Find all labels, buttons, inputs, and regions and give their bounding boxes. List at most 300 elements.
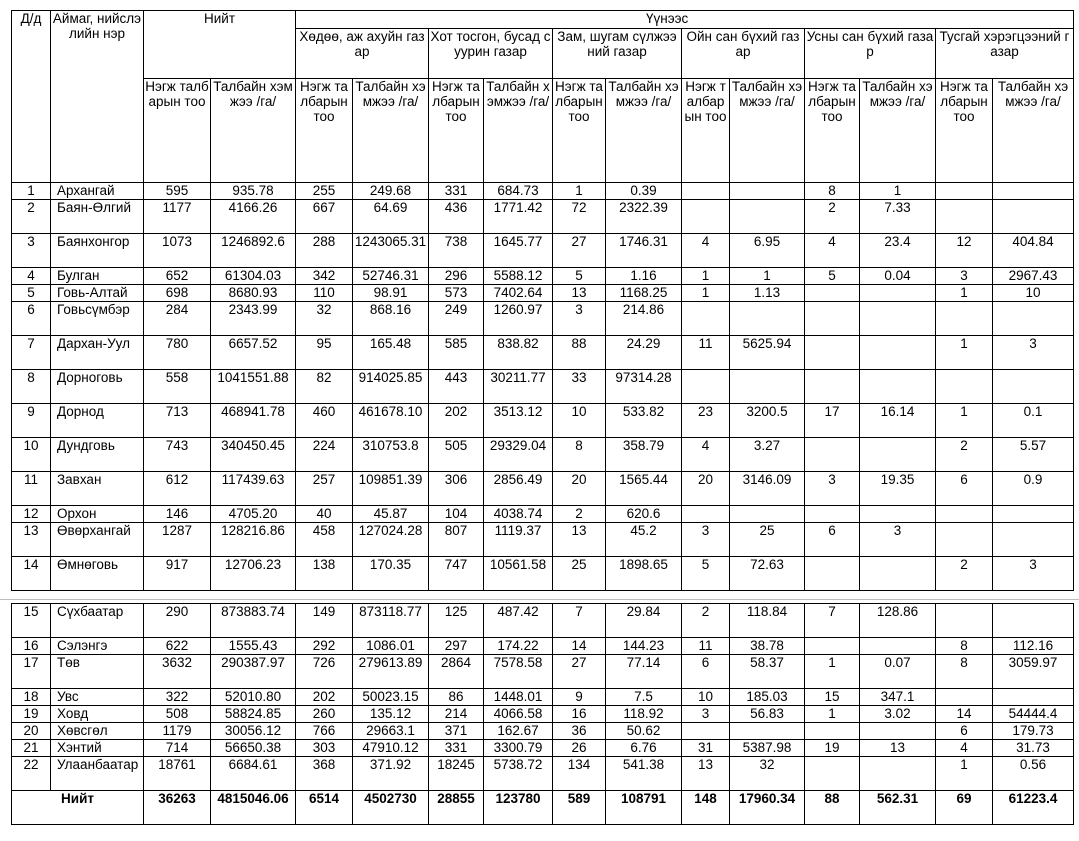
value-cell: 14 [553,638,606,655]
value-cell: 1.16 [606,268,682,285]
value-cell: 284 [144,302,211,336]
value-cell: 52010.80 [211,689,296,706]
value-cell: 3 [993,557,1074,591]
total-value-cell: 61223.4 [993,791,1074,825]
value-cell [805,757,860,791]
table-row [12,404,1074,438]
value-cell: 146 [144,506,211,523]
row-number-cell: 5 [12,285,51,302]
value-cell: 249 [429,302,484,336]
value-cell: 1448.01 [484,689,553,706]
header-area: Талбайн хэмжээ /га/ [211,79,296,183]
row-number-cell: 4 [12,268,51,285]
value-cell: 202 [296,689,353,706]
value-cell [860,557,936,591]
value-cell: 279613.89 [353,655,429,689]
value-cell: 371 [429,723,484,740]
value-cell: 19.35 [860,472,936,506]
value-cell: 541.38 [606,757,682,791]
total-value-cell: 108791 [606,791,682,825]
value-cell: 2856.49 [484,472,553,506]
total-value-cell: 17960.34 [730,791,805,825]
value-cell: 290387.97 [211,655,296,689]
total-value-cell: 148 [682,791,730,825]
row-number-cell: 21 [12,740,51,757]
value-cell: 61304.03 [211,268,296,285]
aimag-name-cell: Сүхбаатар [51,604,144,638]
value-cell: 17 [805,404,860,438]
value-cell [682,200,730,234]
header-group: Усны сан бүхий газар [805,29,936,79]
value-cell: 135.12 [353,706,429,723]
value-cell: 468941.78 [211,404,296,438]
aimag-name-cell: Дорноговь [51,370,144,404]
row-number-cell: 17 [12,655,51,689]
value-cell: 40 [296,506,353,523]
value-cell: 32 [730,757,805,791]
value-cell: 18761 [144,757,211,791]
value-cell: 1.13 [730,285,805,302]
value-cell: 6657.52 [211,336,296,370]
value-cell: 30211.77 [484,370,553,404]
value-cell [860,302,936,336]
value-cell: 56650.38 [211,740,296,757]
value-cell: 179.73 [993,723,1074,740]
value-cell [936,302,993,336]
value-cell: 3 [860,523,936,557]
value-cell: 868.16 [353,302,429,336]
value-cell: 743 [144,438,211,472]
value-cell: 7.5 [606,689,682,706]
value-cell: 1 [682,268,730,285]
aimag-name-cell: Говьсүмбэр [51,302,144,336]
value-cell: 1086.01 [353,638,429,655]
value-cell: 461678.10 [353,404,429,438]
value-cell: 2343.99 [211,302,296,336]
value-cell: 714 [144,740,211,757]
value-cell: 1260.97 [484,302,553,336]
value-cell: 487.42 [484,604,553,638]
table-row [12,200,1074,234]
aimag-name-cell: Орхон [51,506,144,523]
value-cell: 368 [296,757,353,791]
value-cell: 109851.39 [353,472,429,506]
value-cell: 3 [805,472,860,506]
table-row [12,689,1074,706]
value-cell: 358.79 [606,438,682,472]
row-number-cell: 7 [12,336,51,370]
value-cell: 684.73 [484,183,553,200]
value-cell: 1073 [144,234,211,268]
value-cell: 1 [805,706,860,723]
value-cell: 144.23 [606,638,682,655]
value-cell: 23.4 [860,234,936,268]
value-cell: 214 [429,706,484,723]
value-cell [993,200,1074,234]
header-count: Нэгж талбарын тоо [429,79,484,183]
value-cell: 1243065.31 [353,234,429,268]
value-cell: 50.62 [606,723,682,740]
value-cell: 52746.31 [353,268,429,285]
value-cell: 10 [553,404,606,438]
value-cell: 0.04 [860,268,936,285]
value-cell: 1168.25 [606,285,682,302]
row-number-cell: 22 [12,757,51,791]
value-cell: 33 [553,370,606,404]
value-cell: 4 [805,234,860,268]
value-cell: 11 [682,638,730,655]
value-cell: 24.29 [606,336,682,370]
value-cell [860,285,936,302]
value-cell: 306 [429,472,484,506]
value-cell: 19 [805,740,860,757]
value-cell: 2 [936,557,993,591]
value-cell [860,438,936,472]
value-cell [682,506,730,523]
value-cell: 747 [429,557,484,591]
value-cell: 8 [936,638,993,655]
value-cell: 8680.93 [211,285,296,302]
table-row [12,183,1074,200]
aimag-name-cell: Ховд [51,706,144,723]
value-cell: 595 [144,183,211,200]
aimag-name-cell: Өмнөговь [51,557,144,591]
table-row [12,638,1074,655]
value-cell [805,370,860,404]
value-cell: 1746.31 [606,234,682,268]
value-cell [730,183,805,200]
row-number-cell: 11 [12,472,51,506]
header-count: Нэгж талбарын тоо [936,79,993,183]
value-cell: 26 [553,740,606,757]
header-total: Нийт [144,11,296,79]
value-cell: 98.91 [353,285,429,302]
value-cell: 331 [429,183,484,200]
value-cell: 54444.4 [993,706,1074,723]
value-cell: 18245 [429,757,484,791]
value-cell [730,723,805,740]
value-cell: 917 [144,557,211,591]
table-row [12,438,1074,472]
aimag-name-cell: Дархан-Уул [51,336,144,370]
value-cell: 5 [682,557,730,591]
table-row [12,506,1074,523]
value-cell: 165.48 [353,336,429,370]
value-cell: 4066.58 [484,706,553,723]
value-cell: 6684.61 [211,757,296,791]
value-cell: 5588.12 [484,268,553,285]
header-group: Хөдөө, аж ахуйн газар [296,29,429,79]
value-cell: 50023.15 [353,689,429,706]
page-break-line [0,599,1079,600]
aimag-name-cell: Хэнтий [51,740,144,757]
value-cell: 288 [296,234,353,268]
value-cell: 780 [144,336,211,370]
value-cell: 558 [144,370,211,404]
value-cell: 914025.85 [353,370,429,404]
value-cell: 292 [296,638,353,655]
value-cell: 112.16 [993,638,1074,655]
row-number-cell: 14 [12,557,51,591]
value-cell: 322 [144,689,211,706]
header-of-which: Үүнээс [296,11,1074,29]
value-cell: 1645.77 [484,234,553,268]
value-cell: 873883.74 [211,604,296,638]
value-cell: 5625.94 [730,336,805,370]
value-cell: 2322.39 [606,200,682,234]
value-cell: 1 [730,268,805,285]
value-cell: 508 [144,706,211,723]
value-cell: 620.6 [606,506,682,523]
value-cell: 149 [296,604,353,638]
value-cell: 8 [936,655,993,689]
row-number-cell: 10 [12,438,51,472]
value-cell [993,523,1074,557]
row-number-cell: 18 [12,689,51,706]
value-cell [936,523,993,557]
value-cell: 436 [429,200,484,234]
value-cell: 4 [936,740,993,757]
value-cell: 202 [429,404,484,438]
value-cell [860,336,936,370]
value-cell [936,506,993,523]
value-cell: 14 [936,706,993,723]
value-cell: 1 [860,183,936,200]
value-cell: 58.37 [730,655,805,689]
value-cell: 533.82 [606,404,682,438]
value-cell [936,200,993,234]
value-cell: 77.14 [606,655,682,689]
value-cell: 4705.20 [211,506,296,523]
value-cell [805,506,860,523]
header-area: Талбайн хэмжээ /га/ [353,79,429,183]
total-value-cell: 123780 [484,791,553,825]
value-cell: 612 [144,472,211,506]
table-row [12,723,1074,740]
row-number-cell: 12 [12,506,51,523]
table-row [12,740,1074,757]
total-value-cell: 28855 [429,791,484,825]
value-cell: 7402.64 [484,285,553,302]
aimag-name-cell: Дундговь [51,438,144,472]
value-cell [805,557,860,591]
row-number-cell: 9 [12,404,51,438]
value-cell: 698 [144,285,211,302]
value-cell: 58824.85 [211,706,296,723]
value-cell: 3 [682,523,730,557]
value-cell: 23 [682,404,730,438]
value-cell: 13 [860,740,936,757]
value-cell: 622 [144,638,211,655]
value-cell: 331 [429,740,484,757]
value-cell: 31 [682,740,730,757]
value-cell: 1179 [144,723,211,740]
value-cell: 873118.77 [353,604,429,638]
value-cell: 118.84 [730,604,805,638]
value-cell: 20 [553,472,606,506]
value-cell: 3.02 [860,706,936,723]
value-cell: 2 [682,604,730,638]
value-cell: 0.1 [993,404,1074,438]
aimag-name-cell: Хөвсгөл [51,723,144,740]
value-cell [860,723,936,740]
value-cell [993,506,1074,523]
value-cell: 4038.74 [484,506,553,523]
table-row [12,523,1074,557]
value-cell: 110 [296,285,353,302]
table-row [12,472,1074,506]
header-group: Зам, шугам сүлжээний газар [553,29,682,79]
header-group: Хот тосгон, бусад суурин газар [429,29,553,79]
row-number-cell: 16 [12,638,51,655]
total-row [12,791,1074,825]
value-cell: 38.78 [730,638,805,655]
value-cell [805,438,860,472]
value-cell: 347.1 [860,689,936,706]
value-cell: 296 [429,268,484,285]
header-aimag: Аймаг, нийслэлийн нэр [51,11,144,183]
value-cell: 303 [296,740,353,757]
value-cell: 95 [296,336,353,370]
total-value-cell: 88 [805,791,860,825]
value-cell: 12706.23 [211,557,296,591]
value-cell: 290 [144,604,211,638]
value-cell: 443 [429,370,484,404]
value-cell [682,370,730,404]
value-cell [936,689,993,706]
value-cell [730,200,805,234]
row-number-cell: 3 [12,234,51,268]
table-row [12,336,1074,370]
value-cell: 1555.43 [211,638,296,655]
value-cell: 1 [682,285,730,302]
total-label-cell: Нийт [12,791,144,825]
value-cell: 13 [553,285,606,302]
table-row [12,757,1074,791]
value-cell: 342 [296,268,353,285]
header-count: Нэгж талбарын тоо [553,79,606,183]
value-cell: 3 [553,302,606,336]
total-value-cell: 36263 [144,791,211,825]
value-cell: 652 [144,268,211,285]
value-cell: 7 [553,604,606,638]
value-cell [936,604,993,638]
total-value-cell: 4815046.06 [211,791,296,825]
value-cell: 5 [805,268,860,285]
row-number-cell: 1 [12,183,51,200]
value-cell: 138 [296,557,353,591]
aimag-name-cell: Увс [51,689,144,706]
value-cell: 16 [553,706,606,723]
value-cell: 214.86 [606,302,682,336]
value-cell [730,302,805,336]
value-cell: 8 [805,183,860,200]
value-cell [993,183,1074,200]
total-value-cell: 4502730 [353,791,429,825]
value-cell: 20 [682,472,730,506]
row-number-cell: 2 [12,200,51,234]
header-group: Ойн сан бүхий газар [682,29,805,79]
value-cell: 30056.12 [211,723,296,740]
value-cell: 32 [296,302,353,336]
aimag-name-cell: Дорнод [51,404,144,438]
value-cell: 2967.43 [993,268,1074,285]
value-cell: 104 [429,506,484,523]
value-cell: 10561.58 [484,557,553,591]
value-cell: 10 [993,285,1074,302]
value-cell [993,604,1074,638]
table-row [12,268,1074,285]
total-value-cell: 562.31 [860,791,936,825]
value-cell: 15 [805,689,860,706]
value-cell: 1177 [144,200,211,234]
value-cell: 64.69 [353,200,429,234]
value-cell: 5 [553,268,606,285]
table-row [12,370,1074,404]
value-cell: 1246892.6 [211,234,296,268]
header-area: Талбайн хэмжээ /га/ [484,79,553,183]
aimag-name-cell: Төв [51,655,144,689]
total-value-cell: 69 [936,791,993,825]
aimag-name-cell: Баян-Өлгий [51,200,144,234]
row-number-cell: 20 [12,723,51,740]
header-count: Нэгж талбарын тоо [296,79,353,183]
row-number-cell: 6 [12,302,51,336]
value-cell: 5738.72 [484,757,553,791]
total-value-cell: 589 [553,791,606,825]
value-cell: 738 [429,234,484,268]
header-count: Нэгж талбарын тоо [144,79,211,183]
value-cell: 713 [144,404,211,438]
value-cell: 458 [296,523,353,557]
value-cell: 16.14 [860,404,936,438]
value-cell: 45.87 [353,506,429,523]
value-cell [805,302,860,336]
value-cell: 10 [682,689,730,706]
value-cell: 1041551.88 [211,370,296,404]
value-cell: 7 [805,604,860,638]
value-cell [860,370,936,404]
value-cell: 224 [296,438,353,472]
aimag-name-cell: Булган [51,268,144,285]
value-cell: 505 [429,438,484,472]
aimag-name-cell: Завхан [51,472,144,506]
header-count: Нэгж талбарын тоо [682,79,730,183]
value-cell [860,638,936,655]
value-cell: 3146.09 [730,472,805,506]
land-table-part-2 [11,603,1074,825]
value-cell [860,506,936,523]
value-cell: 86 [429,689,484,706]
value-cell: 0.9 [993,472,1074,506]
value-cell: 56.83 [730,706,805,723]
value-cell: 31.73 [993,740,1074,757]
value-cell: 170.35 [353,557,429,591]
value-cell: 3.27 [730,438,805,472]
value-cell: 2 [553,506,606,523]
value-cell: 118.92 [606,706,682,723]
value-cell: 935.78 [211,183,296,200]
value-cell: 117439.63 [211,472,296,506]
table-row [12,234,1074,268]
value-cell: 807 [429,523,484,557]
value-cell: 29.84 [606,604,682,638]
value-cell: 1 [553,183,606,200]
value-cell: 257 [296,472,353,506]
value-cell: 125 [429,604,484,638]
value-cell: 97314.28 [606,370,682,404]
value-cell: 174.22 [484,638,553,655]
